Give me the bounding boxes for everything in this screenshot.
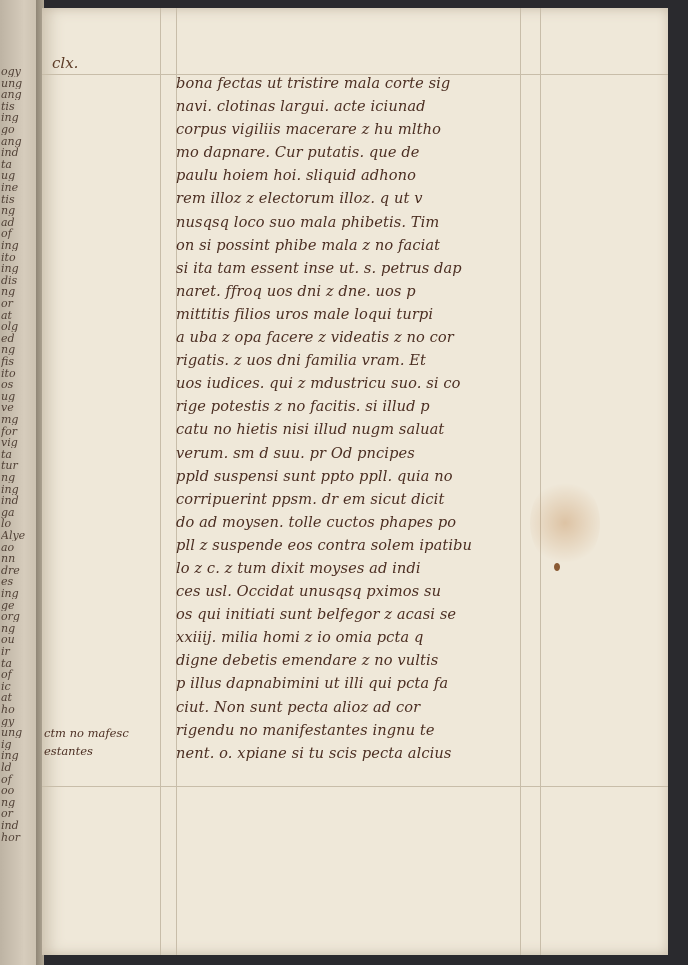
text-line: navi. clotinas largui. acte iciunad (176, 98, 426, 116)
ruling-line-bottom (42, 786, 668, 787)
facing-page-line: ad (1, 216, 15, 228)
facing-page-line: ic (1, 680, 11, 692)
facing-page-line: ind (1, 495, 19, 507)
text-line: ces usl. Occidat unusqsq pximos su (176, 583, 442, 601)
marginal-note-line: estantes (44, 744, 93, 758)
text-line: pll z suspende eos contra solem ipatibu (176, 536, 473, 554)
facing-page-line: ng (1, 796, 16, 808)
facing-page-line: ine (1, 182, 19, 193)
text-line: uos iudices. qui z mdustricu suo. si co (176, 375, 461, 393)
facing-page-line: ve (1, 402, 14, 414)
facing-page-line: dre (1, 564, 20, 576)
facing-page-line: ing (1, 588, 19, 599)
facing-page-edge (0, 0, 40, 965)
facing-page-line: ng (1, 472, 16, 483)
facing-page-line: ug (1, 390, 16, 402)
ruling-line-left-outer (160, 8, 161, 955)
text-line: mittitis filios uros male loqui turpi (176, 305, 434, 323)
facing-page-line: for (1, 425, 17, 437)
facing-page-line: ng (1, 344, 16, 356)
facing-page-line: tis (1, 100, 15, 112)
text-line: nusqsq loco suo mala phibetis. Tim (176, 213, 440, 231)
facing-page-line: ang (1, 89, 22, 101)
facing-page-line: go (1, 124, 15, 135)
text-line: paulu hoiem hoi. sliquid adhono (176, 167, 416, 185)
text-line: corripuerint ppsm. dr em sicut dicit (176, 490, 445, 508)
text-line: rige potestis z no facitis. si illud p (176, 398, 430, 416)
folio-number: clx. (52, 54, 79, 72)
facing-page-line: ta (1, 448, 12, 460)
marginal-note-line: ctm no mafesc (44, 726, 129, 740)
facing-page-line: ta (1, 657, 12, 669)
text-line: xxiiij. milia homi z io omia pcta q (176, 629, 424, 647)
facing-page-line: lo (1, 518, 12, 530)
facing-page-line: nn (1, 553, 16, 565)
text-line: mo dapnare. Cur putatis. que de (176, 144, 420, 162)
facing-page-line: ao (1, 541, 15, 553)
ruling-line-right-outer (540, 8, 541, 955)
facing-page-line: ing (1, 240, 19, 251)
facing-page-line: at (1, 692, 12, 704)
facing-page-line: ito (1, 367, 16, 379)
facing-page-line: ing (1, 112, 19, 124)
text-line: rigatis. z uos dni familia vram. Et (176, 352, 427, 370)
facing-page-line: ta (1, 158, 12, 170)
text-line: a uba z opa facere z videatis z no cor (176, 329, 454, 347)
facing-page-line: ing (1, 263, 19, 275)
facing-page-line: ind (1, 820, 19, 831)
facing-page-line: ou (1, 634, 15, 646)
text-line: p illus dapnabimini ut illi qui pcta fa (176, 675, 449, 693)
facing-page-line: org (1, 611, 20, 623)
facing-page-line: or (1, 298, 13, 309)
facing-page-line: ung (1, 727, 23, 739)
text-line: corpus vigiliis macerare z hu mltho (176, 121, 441, 139)
text-line: ciut. Non sunt pecta alioz ad cor (176, 698, 421, 716)
text-line: lo z c. z tum dixit moyses ad indi (176, 559, 421, 577)
text-line: rem illoz z electorum illoz. q ut v (176, 190, 423, 208)
text-line: verum. sm d suu. pr Od pncipes (176, 444, 415, 462)
facing-page-line: os (1, 379, 14, 391)
text-line: rigendu no manifestantes ingnu te (176, 721, 435, 739)
facing-page-line: dis (1, 274, 18, 286)
ink-spot (554, 563, 560, 571)
facing-page-line: vig (1, 437, 18, 449)
main-text-block (176, 72, 536, 765)
facing-page-line: gy (1, 715, 15, 727)
facing-page-line: fis (1, 356, 14, 367)
paper-stain (530, 478, 600, 568)
facing-page-line: tis (1, 193, 15, 205)
facing-page-line: tur (1, 460, 18, 472)
facing-page-line: ing (1, 483, 19, 495)
manuscript-page (42, 8, 668, 955)
facing-page-line: or (1, 808, 13, 820)
text-line: digne debetis emendare z no vultis (176, 652, 439, 670)
facing-page-line: olg (1, 321, 19, 333)
facing-page-line: ga (1, 506, 15, 518)
facing-page-line: ang (1, 135, 22, 147)
facing-page-line: of (1, 773, 12, 785)
facing-page-line: ng (1, 286, 16, 298)
facing-page-line: ir (1, 646, 10, 657)
facing-page-line: hor (1, 831, 20, 843)
text-line: si ita tam essent inse ut. s. petrus dap (176, 259, 462, 277)
text-line: os qui initiati sunt belfegor z acasi se (176, 606, 457, 624)
text-line: naret. ffroq uos dni z dne. uos p (176, 282, 416, 300)
facing-page-line: ho (1, 704, 15, 715)
text-line: bona fectas ut tristire mala corte sig (176, 75, 451, 92)
facing-page-line: ogy (1, 66, 21, 77)
facing-page-line: ng (1, 622, 16, 634)
facing-page-line: Alye (1, 530, 26, 541)
facing-page-line: of (1, 669, 12, 681)
facing-page-line: ge (1, 599, 15, 611)
facing-page-line: ug (1, 170, 16, 182)
facing-page-line: ld (1, 762, 12, 773)
text-line: catu no hietis nisi illud nugm saluat (176, 421, 445, 439)
facing-page-line: ing (1, 750, 19, 762)
facing-page-line: of (1, 228, 12, 240)
facing-page-line: ind (1, 147, 19, 159)
facing-page-line: oo (1, 785, 15, 797)
facing-page-line: ung (1, 77, 23, 89)
text-line: on si possint phibe mala z no faciat (176, 236, 441, 254)
text-line: ppld suspensi sunt ppto ppll. quia no (176, 467, 453, 485)
facing-page-line: ig (1, 738, 12, 750)
facing-page-line: ito (1, 251, 16, 263)
marginal-note (44, 724, 154, 760)
text-line: nent. o. xpiane si tu scis pecta alcius (176, 744, 452, 762)
facing-page-line: ed (1, 332, 15, 344)
facing-page-line: ng (1, 205, 16, 217)
text-line: do ad moysen. tolle cuctos phapes po (176, 513, 457, 531)
facing-page-line: mg (1, 414, 19, 425)
facing-page-line: es (1, 576, 14, 588)
facing-page-line: at (1, 309, 12, 321)
